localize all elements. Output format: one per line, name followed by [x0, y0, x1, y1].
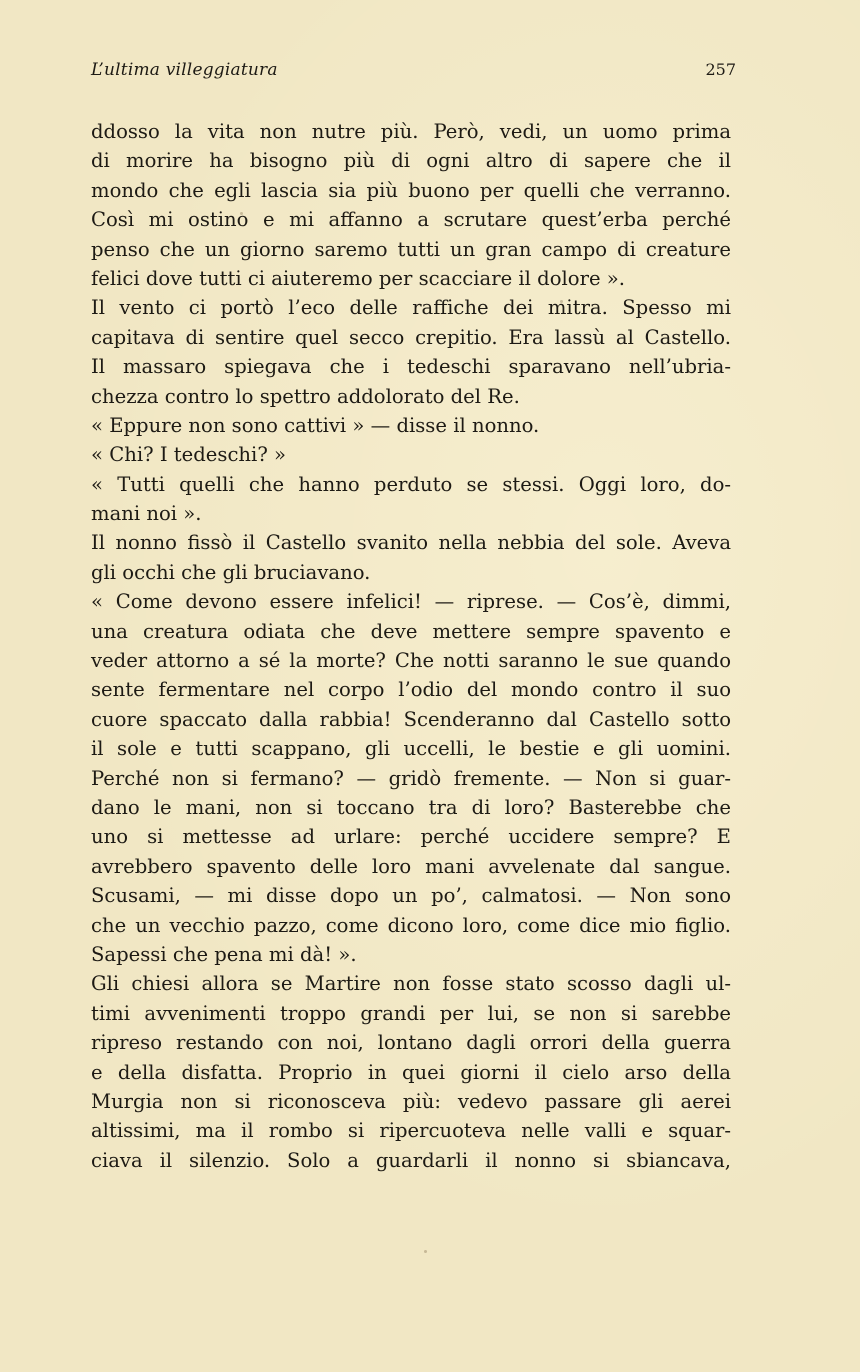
text-line: Murgia non si riconosceva più: vedevo passare gli aerei — [91, 1089, 731, 1113]
text-line: avrebbero spavento delle loro mani avvelenate dal sangue. — [91, 854, 731, 878]
text-line: « Eppure non sono cattivi » — disse il nonno. — [91, 413, 540, 437]
body-text — [91, 117, 731, 1175]
paper-speck — [424, 1250, 427, 1253]
page-number: 257 — [705, 60, 736, 79]
text-line: « Tutti quelli che hanno perduto se stessi. Oggi loro, do- — [91, 472, 731, 496]
text-line: mondo che egli lascia sia più buono per quelli che verranno. — [91, 178, 731, 202]
paper-speck — [240, 212, 243, 215]
text-line: che un vecchio pazzo, come dicono loro, come dice mio figlio. — [91, 913, 731, 937]
text-line: altissimi, ma il rombo si ripercuoteva nelle valli e squar- — [91, 1119, 731, 1143]
text-line: dano le mani, non si toccano tra di loro? Basterebbe che — [91, 795, 731, 819]
text-line: cuore spaccato dalla rabbia! Scenderanno dal Castello sotto — [91, 707, 731, 731]
paper-speck — [560, 300, 563, 303]
text-line: Perché non si fermano? — gridò fremente. — Non si guar- — [91, 766, 731, 790]
text-line: Gli chiesi allora se Martire non fosse stato scosso dagli ul- — [91, 972, 731, 996]
text-line: Così mi ostino e mi affanno a scrutare quest’erba perché — [91, 208, 731, 232]
text-line: Sapessi che pena mi dà! ». — [91, 942, 357, 966]
text-line: capitava di sentire quel secco crepitio. Era lassù al Castello. — [91, 325, 731, 349]
text-line: veder attorno a sé la morte? Che notti saranno le sue quando — [91, 649, 731, 673]
text-line: Scusami, — mi disse dopo un po’, calmatosi. — Non sono — [91, 884, 731, 908]
text-line: timi avvenimenti troppo grandi per lui, se non si sarebbe — [91, 1001, 731, 1025]
text-line: sente fermentare nel corpo l’odio del mondo contro il suo — [91, 678, 731, 702]
text-line: di morire ha bisogno più di ogni altro di sapere che il — [91, 149, 731, 173]
text-line: mani noi ». — [91, 502, 202, 526]
text-line: penso che un giorno saremo tutti un gran campo di creature — [91, 237, 731, 261]
text-line: Il nonno fissò il Castello svanito nella nebbia del sole. Aveva — [91, 531, 731, 555]
text-line: una creatura odiata che deve mettere sempre spavento e — [91, 619, 731, 643]
text-line: « Chi? I tedeschi? » — [91, 443, 287, 467]
text-line: chezza contro lo spettro addolorato del Re. — [91, 384, 520, 408]
text-line: gli occhi che gli bruciavano. — [91, 560, 371, 584]
text-line: ciava il silenzio. Solo a guardarli il nonno si sbiancava, — [91, 1148, 731, 1172]
text-line: uno si mettesse ad urlare: perché uccidere sempre? E — [91, 825, 731, 849]
running-title: L’ultima villeggiatura — [91, 60, 278, 80]
text-line: ddosso la vita non nutre più. Però, vedi, un uomo prima — [91, 120, 731, 143]
text-line: Il massaro spiegava che i tedeschi sparavano nell’ubria- — [91, 355, 731, 379]
text-line: Il vento ci portò l’eco delle raffiche dei mitra. Spesso mi — [91, 296, 731, 320]
text-line: il sole e tutti scappano, gli uccelli, le bestie e gli uomini. — [91, 737, 731, 761]
text-line: e della disfatta. Proprio in quei giorni il cielo arso della — [91, 1060, 731, 1084]
text-line: « Come devono essere infelici! — riprese. — Cos’è, dimmi, — [91, 590, 731, 614]
text-line: ripreso restando con noi, lontano dagli orrori della guerra — [91, 1031, 731, 1055]
text-line: felici dove tutti ci aiuteremo per scacciare il dolore ». — [91, 266, 625, 290]
running-head — [91, 60, 736, 86]
